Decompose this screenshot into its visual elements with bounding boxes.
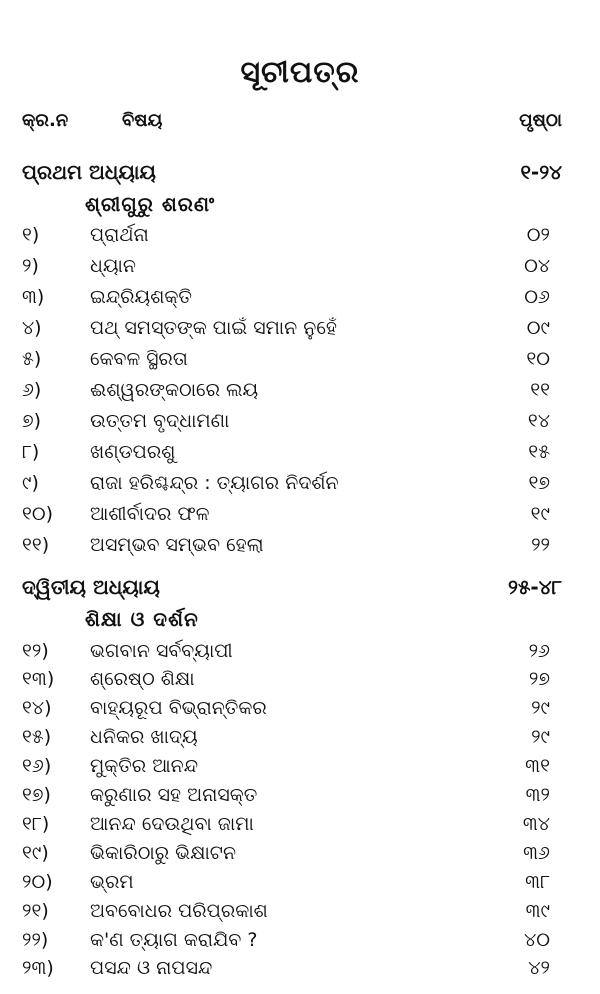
- toc-entry: [22, 503, 550, 533]
- entry-number: ୧୯): [22, 842, 49, 864]
- entry-page: ୪୦: [524, 929, 550, 951]
- toc-entry: [22, 286, 550, 316]
- entry-title: କ'ଣ ତ୍ୟାଗ କରାଯିବ ?: [90, 929, 258, 951]
- entry-title: ଆଶୀର୍ବାଦର ଫଳ: [90, 503, 210, 525]
- entry-title: ବାହ୍ୟରୂପ ବିଭ୍ରାନ୍ତିକର: [90, 697, 267, 719]
- entry-page: ୩୬: [523, 842, 550, 864]
- chapter-page-range: ୨୫-୪୮: [507, 575, 562, 599]
- entry-title: ଭିକାରିଠାରୁ ଭିକ୍ଷାଟନ: [90, 842, 237, 864]
- entry-title: ପସନ୍ଦ ଓ ନାପସନ୍ଦ: [90, 957, 213, 979]
- entry-page: ୨୯: [531, 697, 550, 719]
- entry-page: ୨୭: [528, 668, 550, 690]
- entry-page: ୨୯: [531, 726, 550, 748]
- entry-title: ମୁକ୍ତିର ଆନନ୍ଦ: [90, 755, 199, 777]
- entry-number: ୨): [22, 255, 39, 277]
- entry-page: ୧୦: [526, 348, 550, 370]
- entry-number: ୯): [22, 472, 39, 494]
- entry-title: ଖଣ୍ଡପରଶୁ: [90, 441, 176, 463]
- entry-title: ଅସମ୍ଭବ ସମ୍ଭବ ହେଲା: [90, 534, 264, 556]
- entry-number: ୮): [22, 441, 40, 463]
- entry-page: ୪୨: [528, 957, 550, 979]
- entry-title: ଇନ୍ଦ୍ରିୟଶକ୍ତି: [90, 286, 192, 308]
- toc-entry: [22, 957, 550, 987]
- entry-title: ଭ୍ରମ: [90, 871, 134, 893]
- entry-number: ୧୪): [22, 697, 52, 719]
- toc-entry: [22, 410, 550, 440]
- entry-page: ୦୯: [526, 317, 550, 339]
- entry-page: ୨୬: [528, 640, 550, 662]
- entry-page: ୨୨: [531, 534, 550, 556]
- entry-page: ୩୨: [525, 784, 550, 806]
- entry-number: ୫): [22, 348, 42, 370]
- entry-title: ପଥ୍ ସମସ୍ତଙ୍କ ପାଇଁ ସମାନ ନୁହେଁ: [90, 317, 337, 339]
- entry-page: ୧୭: [528, 472, 550, 494]
- toc-entry: [22, 379, 550, 409]
- entry-number: ୨୦): [22, 871, 53, 893]
- entry-number: ୧୬): [22, 755, 52, 777]
- chapter-page-range: ୧-୨୪: [520, 160, 562, 184]
- toc-entry: [22, 900, 550, 930]
- toc-entry: [22, 441, 550, 471]
- chapter-name: ପ୍ରଥମ ଅଧ୍ୟାୟ: [22, 160, 156, 184]
- chapter-heading-1: [22, 160, 562, 190]
- entry-page: ୩୮: [525, 871, 550, 893]
- entry-number: ୧୫): [22, 726, 52, 748]
- section-heading-1: ଶ୍ରୀଗୁରୁ ଶରଣଂ: [85, 192, 216, 216]
- entry-title: ଉତ୍ତମ ବୃଦ୍ଧାମଣା: [90, 410, 230, 432]
- entry-page: ୧୧: [530, 379, 550, 401]
- toc-entry: [22, 755, 550, 785]
- toc-entry: [22, 697, 550, 727]
- entry-number: ୬): [22, 379, 42, 401]
- page-header: ପୃଷ୍ଠା: [519, 110, 562, 131]
- toc-entry: [22, 784, 550, 814]
- entry-page: ୦୨: [526, 224, 550, 246]
- toc-entry: [22, 929, 550, 959]
- entry-page: ୧୫: [528, 441, 550, 463]
- entry-number: ୨୩): [22, 957, 54, 979]
- toc-entry: [22, 640, 550, 670]
- toc-entry: [22, 668, 550, 698]
- entry-title: କେବଳ ସ୍ଥିରତା: [90, 348, 188, 370]
- toc-entry: [22, 726, 550, 756]
- serial-header: କ୍ର.ନ: [22, 110, 69, 131]
- entry-page: ୩୪: [522, 813, 550, 835]
- toc-entry: [22, 224, 550, 254]
- toc-entry: [22, 317, 550, 347]
- entry-number: ୧): [22, 224, 40, 246]
- entry-title: ପ୍ରାର୍ଥନା: [90, 224, 149, 246]
- entry-title: ଧନିକର ଖାଦ୍ୟ: [90, 726, 198, 748]
- entry-page: ୦୪: [524, 255, 550, 277]
- section-heading-2: ଶିକ୍ଷା ଓ ଦର୍ଶନ: [85, 607, 199, 631]
- entry-number: ୧୩): [22, 668, 55, 690]
- toc-entry: [22, 534, 550, 564]
- entry-number: ୧୦): [22, 503, 54, 525]
- toc-entry: [22, 255, 550, 285]
- entry-title: କରୁଣାର ସହ ଅନାସକ୍ତ: [90, 784, 258, 806]
- entry-title: ଆନନ୍ଦ ଦେଉଥିବା ଜାମା: [90, 813, 254, 835]
- entry-number: ୨୧): [22, 900, 49, 922]
- entry-page: ୧୯: [530, 503, 550, 525]
- toc-entry: [22, 871, 550, 901]
- toc-entry: [22, 472, 550, 502]
- entry-title: ଧ୍ୟାନ: [90, 255, 136, 277]
- entry-number: ୧୧): [22, 534, 50, 556]
- entry-number: ୩): [22, 286, 45, 308]
- column-header-row: [22, 110, 562, 138]
- toc-entry: [22, 842, 550, 872]
- entry-number: ୧୭): [22, 784, 51, 806]
- toc-entry: [22, 813, 550, 843]
- entry-page: ୩୧: [525, 755, 550, 777]
- toc-entry: [22, 348, 550, 378]
- chapter-heading-2: [22, 575, 562, 605]
- entry-title: ଈଶ୍ୱରଙ୍କଠାରେ ଲୟ: [90, 379, 259, 401]
- chapter-name: ଦ୍ୱିତୀୟ ଅଧ୍ୟାୟ: [22, 575, 160, 599]
- entry-number: ୭): [22, 410, 42, 432]
- entry-page: ୩୯: [525, 900, 550, 922]
- entry-title: ଅବବୋଧର ପରିପ୍ରକାଶ: [90, 900, 268, 922]
- entry-number: ୪): [22, 317, 42, 339]
- entry-title: ଭଗବାନ ସର୍ବବ୍ୟାପୀ: [90, 640, 233, 662]
- subject-header: ବିଷୟ: [122, 110, 163, 131]
- entry-page: ୧୪: [527, 410, 550, 432]
- entry-number: ୧୨): [22, 640, 49, 662]
- entry-number: ୧୮): [22, 813, 50, 835]
- entry-page: ୦୬: [524, 286, 550, 308]
- entry-number: ୨୨): [22, 929, 49, 951]
- entry-title: ରାଜା ହରିଶ୍ଚନ୍ଦ୍ର : ତ୍ୟାଗର ନିଦର୍ଶନ: [90, 472, 339, 494]
- page-title: ସୂଚୀପତ୍ର: [240, 55, 360, 90]
- entry-title: ଶ୍ରେଷ୍ଠ ଶିକ୍ଷା: [90, 668, 195, 690]
